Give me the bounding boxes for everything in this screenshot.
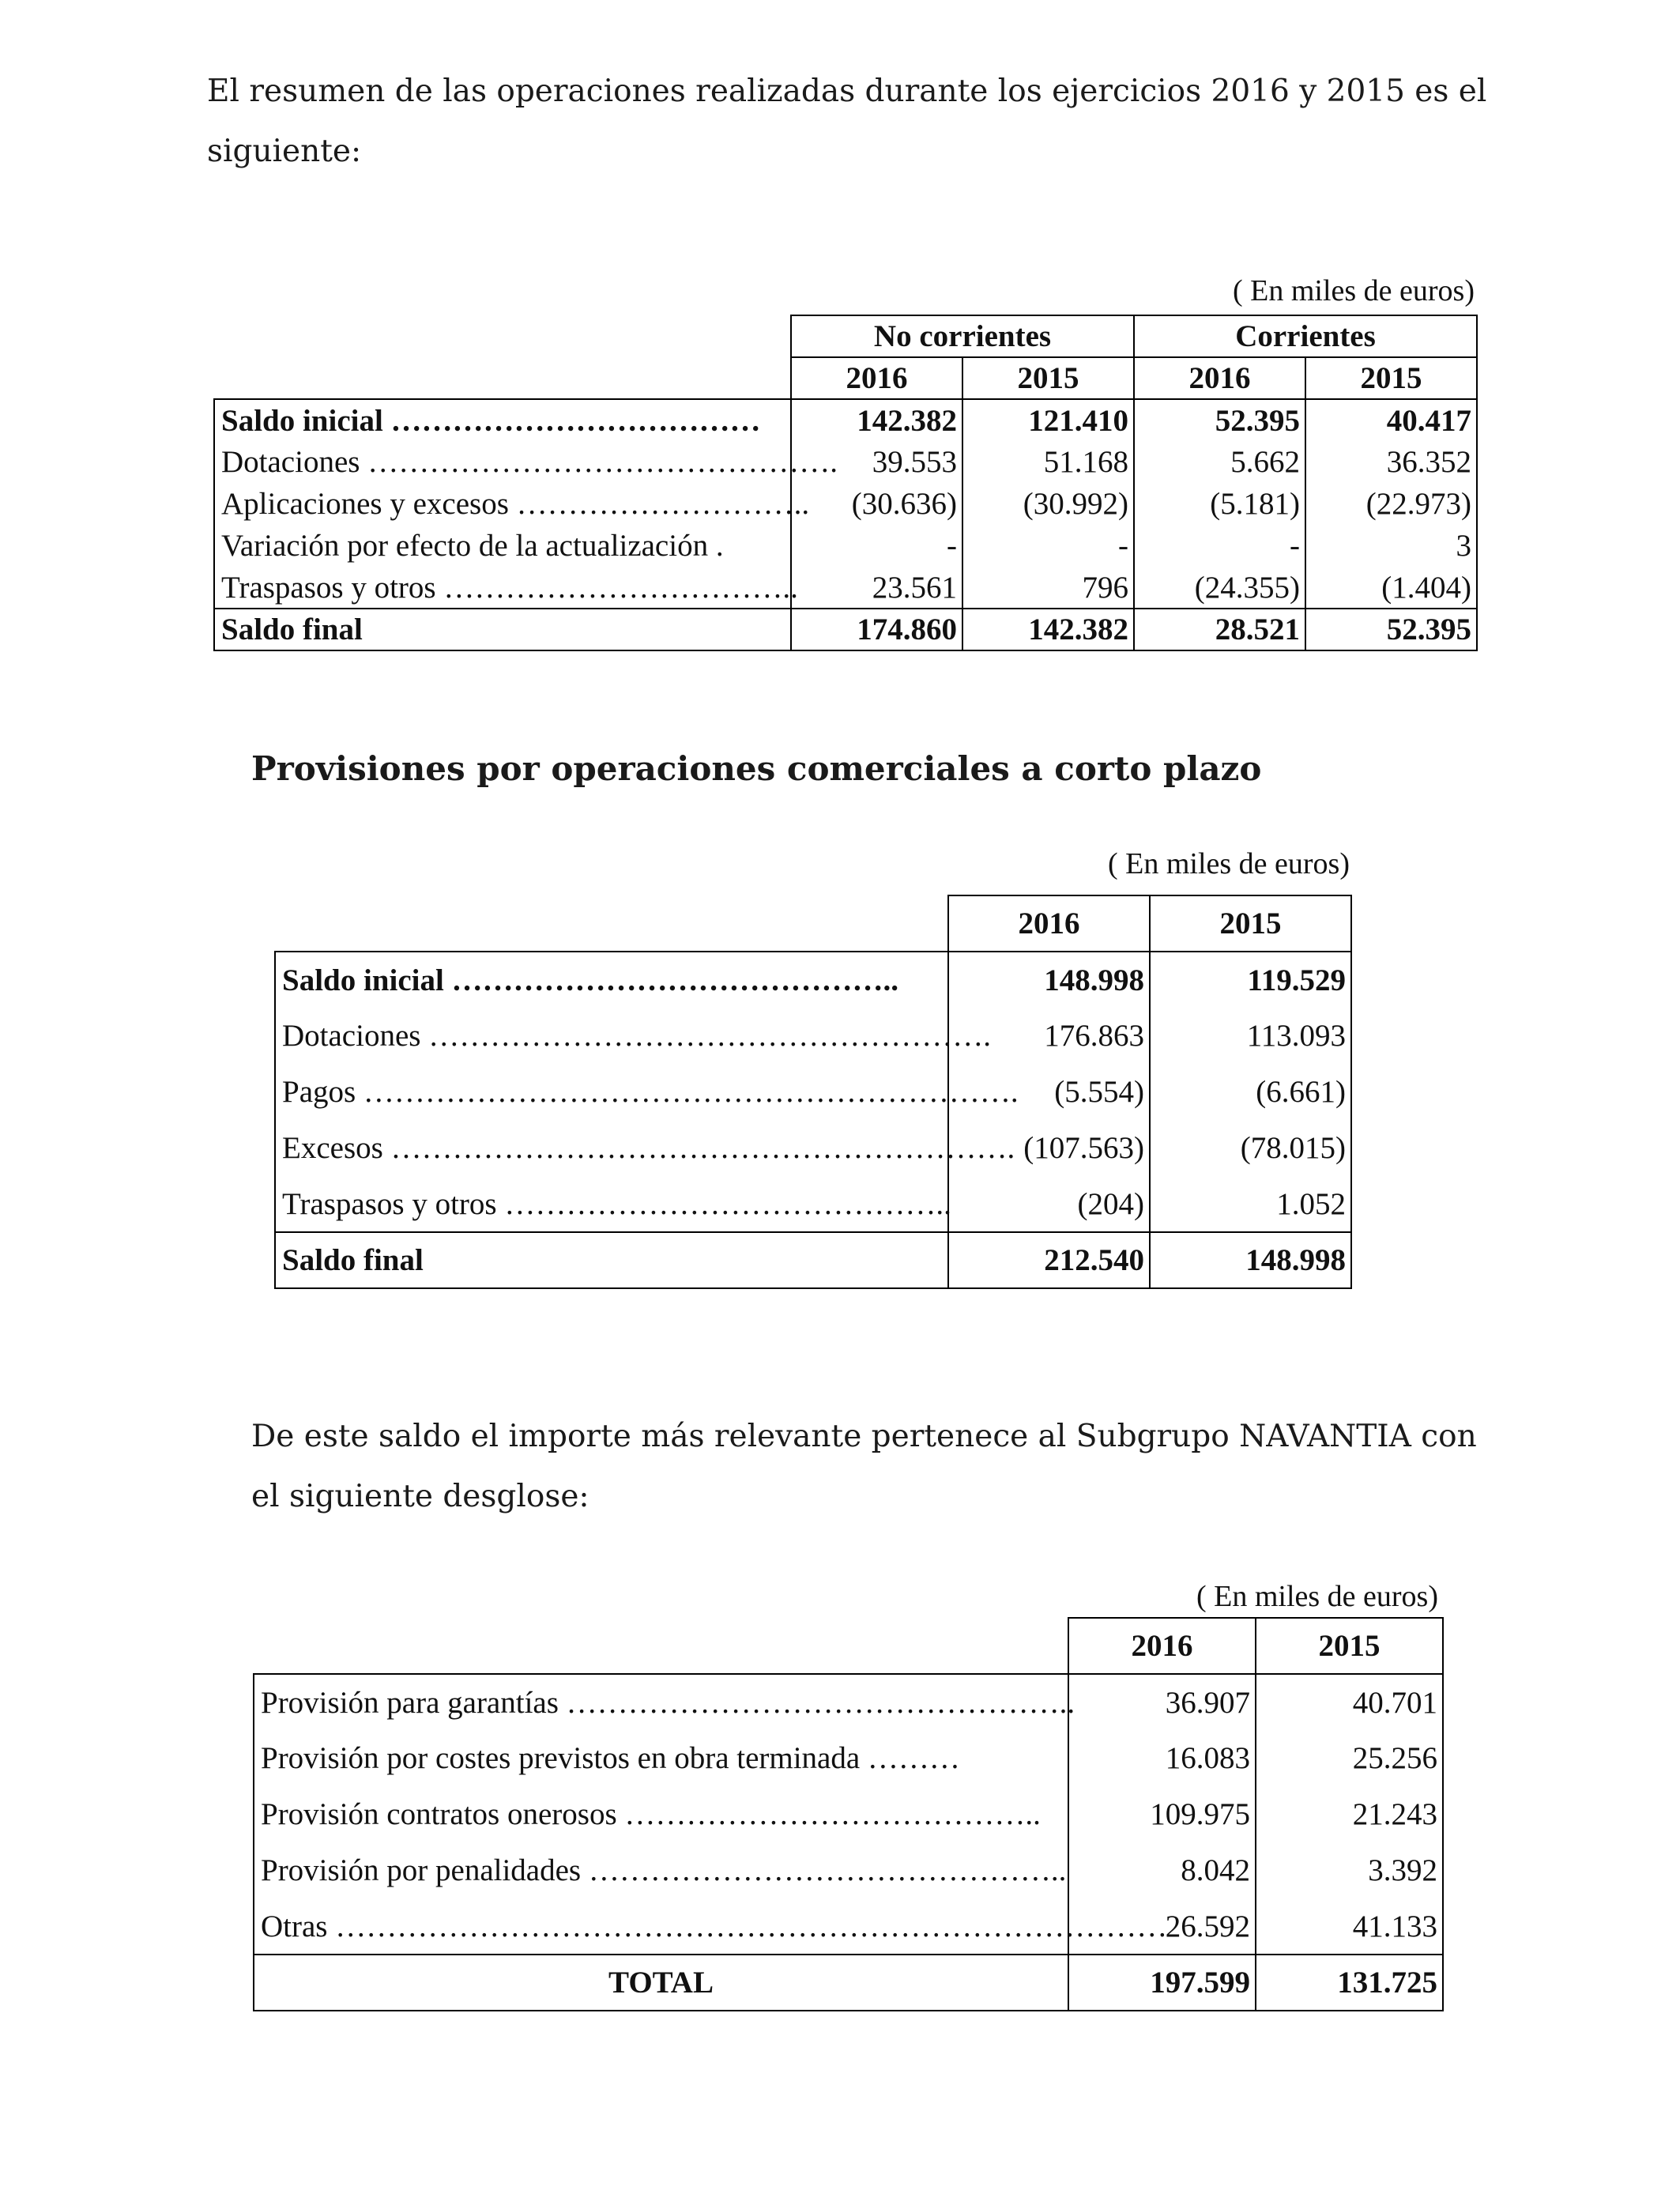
row-value: 21.243 bbox=[1256, 1786, 1443, 1842]
row-value: 121.410 bbox=[962, 399, 1134, 441]
total-value: 197.599 bbox=[1068, 1955, 1256, 2011]
section-heading: Provisiones por operaciones comerciales a corto plazo bbox=[251, 749, 1262, 788]
table-row bbox=[275, 1176, 1351, 1232]
row-label: Saldo inicial ……………………………… bbox=[214, 399, 791, 441]
total-label: TOTAL bbox=[254, 1955, 1068, 2011]
table1-year-header: 2015 bbox=[1305, 357, 1477, 399]
table1-corner-2 bbox=[214, 357, 791, 399]
row-value: 23.561 bbox=[791, 567, 962, 609]
intro-line-2: siguiente: bbox=[207, 134, 362, 169]
row-value: 8.042 bbox=[1068, 1842, 1256, 1898]
row-label: Traspasos y otros …………………………….. bbox=[214, 567, 791, 609]
total-value: 28.521 bbox=[1134, 609, 1305, 650]
row-value: (6.661) bbox=[1150, 1064, 1351, 1120]
row-value: (30.992) bbox=[962, 483, 1134, 525]
table1-group-no-corrientes: No corrientes bbox=[791, 315, 1134, 357]
row-value: - bbox=[791, 525, 962, 567]
table1-unit-label: ( En miles de euros) bbox=[1232, 274, 1475, 307]
row-label: Provisión por penalidades ……………………………………….. bbox=[254, 1842, 1068, 1898]
table-row bbox=[214, 441, 1477, 483]
row-value: (22.973) bbox=[1305, 483, 1477, 525]
table1-year-header: 2016 bbox=[1134, 357, 1305, 399]
table-total-row bbox=[275, 1232, 1351, 1288]
row-value: (5.554) bbox=[948, 1064, 1150, 1120]
table1-year-header: 2015 bbox=[962, 357, 1134, 399]
table-row bbox=[254, 1786, 1443, 1842]
row-label: Variación por efecto de la actualización . bbox=[214, 525, 791, 567]
table-total-row bbox=[214, 609, 1477, 650]
row-value: 36.907 bbox=[1068, 1674, 1256, 1730]
row-value: (30.636) bbox=[791, 483, 962, 525]
row-value: 16.083 bbox=[1068, 1730, 1256, 1786]
intro-paragraph bbox=[207, 62, 1503, 182]
table1-group-corrientes: Corrientes bbox=[1134, 315, 1477, 357]
total-value: 148.998 bbox=[1150, 1232, 1351, 1288]
row-value: 5.662 bbox=[1134, 441, 1305, 483]
row-value: 51.168 bbox=[962, 441, 1134, 483]
table-row bbox=[214, 525, 1477, 567]
row-value: 25.256 bbox=[1256, 1730, 1443, 1786]
table-row bbox=[275, 1064, 1351, 1120]
table-row bbox=[275, 1008, 1351, 1064]
row-value: 3 bbox=[1305, 525, 1477, 567]
row-label: Aplicaciones y excesos ……………………….. bbox=[214, 483, 791, 525]
row-label: Traspasos y otros …………………………………….. bbox=[275, 1176, 948, 1232]
row-value: - bbox=[962, 525, 1134, 567]
total-value: 174.860 bbox=[791, 609, 962, 650]
intro-line-1: El resumen de las operaciones realizadas durante los ejercicios 2016 y 2015 es el bbox=[207, 74, 1487, 109]
row-value: (78.015) bbox=[1150, 1120, 1351, 1176]
navantia-paragraph bbox=[251, 1407, 1484, 1527]
table3-unit-label: ( En miles de euros) bbox=[1196, 1580, 1438, 1613]
total-value: 131.725 bbox=[1256, 1955, 1443, 2011]
row-value: 40.417 bbox=[1305, 399, 1477, 441]
table3-year-header: 2015 bbox=[1256, 1618, 1443, 1674]
total-label: Saldo final bbox=[214, 609, 791, 650]
table3-corner bbox=[254, 1618, 1068, 1674]
table2-unit-label: ( En miles de euros) bbox=[1107, 847, 1350, 880]
row-label: Dotaciones ………………………………………. bbox=[214, 441, 791, 483]
table-row bbox=[254, 1730, 1443, 1786]
row-value: 796 bbox=[962, 567, 1134, 609]
table-row bbox=[254, 1842, 1443, 1898]
row-value: (24.355) bbox=[1134, 567, 1305, 609]
table2-corner bbox=[275, 895, 948, 952]
total-value: 52.395 bbox=[1305, 609, 1477, 650]
row-value: (204) bbox=[948, 1176, 1150, 1232]
row-label: Otras ……………………………………………………………………… bbox=[254, 1898, 1068, 1955]
row-value: 1.052 bbox=[1150, 1176, 1351, 1232]
row-value: (5.181) bbox=[1134, 483, 1305, 525]
table3-navantia-breakdown bbox=[253, 1617, 1444, 2011]
table1-year-header: 2016 bbox=[791, 357, 962, 399]
table1-provisions-summary bbox=[213, 315, 1478, 651]
table2-short-term-provisions bbox=[274, 895, 1352, 1289]
table-row bbox=[275, 952, 1351, 1008]
row-label: Excesos ……………………………………………………. bbox=[275, 1120, 948, 1176]
row-value: 142.382 bbox=[791, 399, 962, 441]
table-row bbox=[214, 483, 1477, 525]
row-value: 148.998 bbox=[948, 952, 1150, 1008]
row-value: (1.404) bbox=[1305, 567, 1477, 609]
row-value: (107.563) bbox=[948, 1120, 1150, 1176]
table2-year-header: 2015 bbox=[1150, 895, 1351, 952]
row-label: Provisión por costes previstos en obra terminada ……… bbox=[254, 1730, 1068, 1786]
table-row bbox=[254, 1898, 1443, 1955]
row-label: Pagos ………………………………………………………. bbox=[275, 1064, 948, 1120]
row-label: Saldo inicial …………………………………….. bbox=[275, 952, 948, 1008]
total-label: Saldo final bbox=[275, 1232, 948, 1288]
table2-year-header: 2016 bbox=[948, 895, 1150, 952]
row-value: - bbox=[1134, 525, 1305, 567]
table-row bbox=[275, 1120, 1351, 1176]
navantia-line-2: el siguiente desglose: bbox=[251, 1479, 590, 1514]
row-value: 109.975 bbox=[1068, 1786, 1256, 1842]
row-value: 26.592 bbox=[1068, 1898, 1256, 1955]
row-value: 3.392 bbox=[1256, 1842, 1443, 1898]
row-value: 41.133 bbox=[1256, 1898, 1443, 1955]
table-row bbox=[254, 1674, 1443, 1730]
row-value: 39.553 bbox=[791, 441, 962, 483]
total-value: 142.382 bbox=[962, 609, 1134, 650]
table3-year-header: 2016 bbox=[1068, 1618, 1256, 1674]
row-label: Dotaciones ………………………………………………. bbox=[275, 1008, 948, 1064]
row-label: Provisión contratos onerosos ………………………………….. bbox=[254, 1786, 1068, 1842]
total-value: 212.540 bbox=[948, 1232, 1150, 1288]
table1-corner bbox=[214, 315, 791, 357]
row-label: Provisión para garantías ………………………………………….. bbox=[254, 1674, 1068, 1730]
row-value: 40.701 bbox=[1256, 1674, 1443, 1730]
navantia-line-1: De este saldo el importe más relevante pertenece al Subgrupo NAVANTIA con bbox=[251, 1419, 1477, 1454]
row-value: 176.863 bbox=[948, 1008, 1150, 1064]
table-total-row bbox=[254, 1955, 1443, 2011]
row-value: 113.093 bbox=[1150, 1008, 1351, 1064]
table-row bbox=[214, 567, 1477, 609]
table-row bbox=[214, 399, 1477, 441]
row-value: 52.395 bbox=[1134, 399, 1305, 441]
row-value: 119.529 bbox=[1150, 952, 1351, 1008]
row-value: 36.352 bbox=[1305, 441, 1477, 483]
